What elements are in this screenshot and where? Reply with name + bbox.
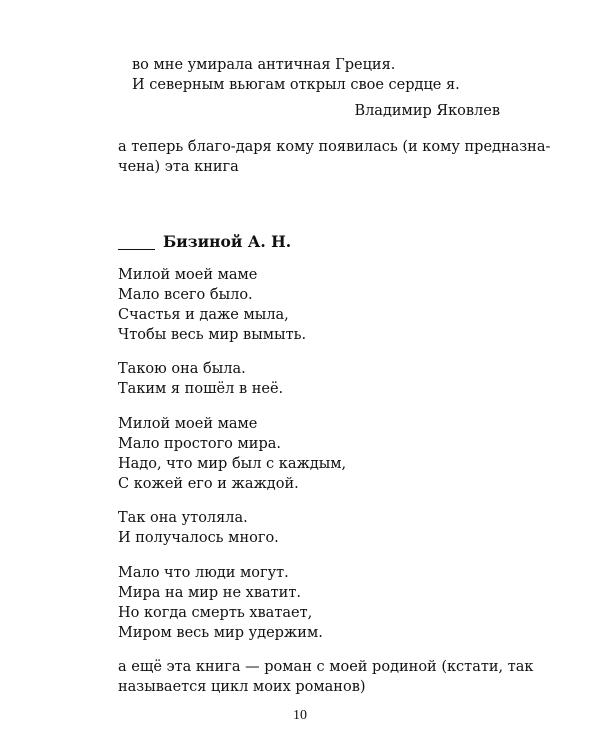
poem-line: Милой моей маме	[118, 267, 258, 283]
poem-line: Милой моей маме	[118, 416, 258, 432]
poem-line: И получалось много.	[118, 530, 279, 546]
poem-line: Но когда смерть хватает,	[118, 605, 313, 621]
poem-line: Так она утоляла.	[118, 510, 248, 526]
intro-text-line: чена) эта книга	[118, 159, 239, 175]
dedication-heading: Бизиной А. Н.	[163, 232, 292, 251]
poem-line: Мало что люди могут.	[118, 565, 289, 581]
intro-text-line: а теперь благо-даря кому появилась (и кому предназна-	[118, 139, 551, 155]
epigraph-line: во мне умирала античная Греция.	[132, 57, 396, 73]
poem-line: Счастья и даже мыла,	[118, 307, 289, 323]
poem-line: Мало всего было.	[118, 287, 253, 303]
poem-line: Такою она была.	[118, 361, 246, 377]
page-number: 10	[293, 708, 307, 723]
poem-line: Миром весь мир удержим.	[118, 625, 323, 641]
poem-line: Мало простого мира.	[118, 436, 282, 452]
poem-line: Таким я пошёл в неё.	[118, 381, 284, 397]
poem-line: Чтобы весь мир вымыть.	[118, 327, 307, 343]
closing-text-line: а ещё эта книга — роман с моей родиной (кстати, так	[118, 659, 534, 675]
poem-line: С кожей его и жаждой.	[118, 476, 299, 492]
closing-text-line: называется цикл моих романов)	[118, 679, 366, 695]
epigraph-author: Владимир Яковлев	[354, 103, 500, 119]
dedication-blank-rule	[118, 249, 155, 250]
poem-line: Мира на мир не хватит.	[118, 585, 301, 601]
epigraph-line: И северным вьюгам открыл свое сердце я.	[132, 77, 460, 93]
poem-line: Надо, что мир был с каждым,	[118, 456, 347, 472]
